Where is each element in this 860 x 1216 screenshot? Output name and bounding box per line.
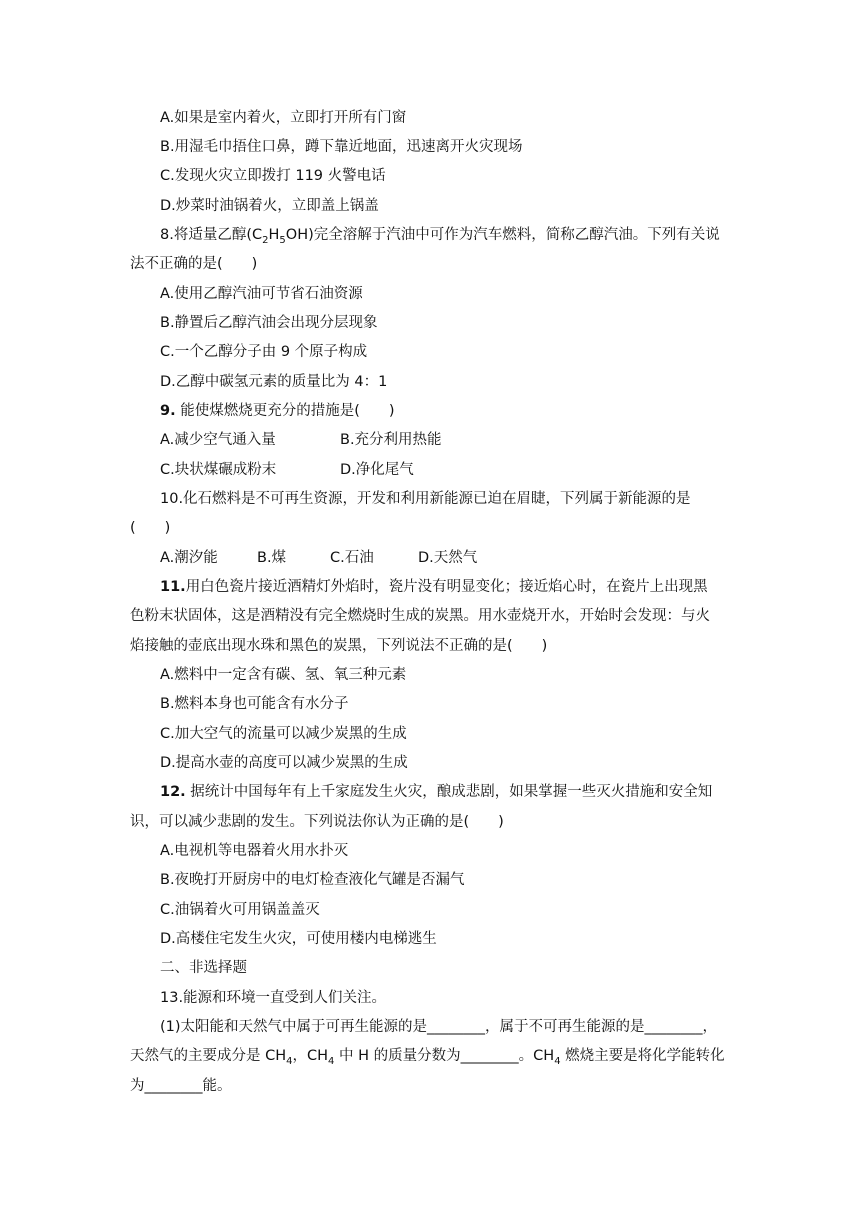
q8-stem-line2: 法不正确的是( ) — [130, 256, 258, 272]
q12-option-a: A.电视机等电器着火用水扑灭 — [160, 843, 349, 859]
q10-option-c: C.石油 — [330, 550, 374, 566]
q13-stem: 13.能源和环境一直受到人们关注。 — [160, 990, 387, 1006]
q12-option-d: D.高楼住宅发生火灾，可使用楼内电梯逃生 — [160, 931, 437, 947]
q8-option-a: A.使用乙醇汽油可节省石油资源 — [160, 286, 363, 302]
q8-stem-line1: 8.将适量乙醇$(C_2H_5OH)$完全溶解于汽油中可作为汽车燃料，简称乙醇汽油。下列有关说 — [160, 227, 720, 246]
q12-option-b: B.夜晚打开厨房中的电灯检查液化气罐是否漏气 — [160, 872, 465, 888]
q11-stem-line3: 焰接触的壶底出现水珠和黑色的炭黑，下列说法不正确的是( ) — [130, 638, 548, 654]
q13-part1-line3: 为________能。 — [130, 1078, 232, 1094]
q10-option-a: A.潮汐能 — [160, 550, 218, 566]
q11-option-a: A.燃料中一定含有碳、氢、氧三种元素 — [160, 667, 407, 683]
q8-option-c: C.一个乙醇分子由 9 个原子构成 — [160, 344, 368, 360]
q12-option-c: C.油锅着火可用锅盖盖灭 — [160, 902, 320, 918]
q7-option-a: A.如果是室内着火，立即打开所有门窗 — [160, 110, 407, 126]
q10-option-b: B.煤 — [257, 550, 287, 566]
q7-option-b: B.用湿毛巾捂住口鼻，蹲下靠近地面，迅速离开火灾现场 — [160, 139, 523, 155]
q7-option-c: C.发现火灾立即拨打 119 火警电话 — [160, 168, 386, 184]
q8-option-b: B.静置后乙醇汽油会出现分层现象 — [160, 315, 378, 331]
q12-stem-line1: 12. 据统计中国每年有上千家庭发生火灾，酿成悲剧，如果掌握一些灭火措施和安全知 — [160, 784, 713, 800]
q13-part1-line1: (1)太阳能和天然气中属于可再生能源的是________，属于不可再生能源的是________， — [160, 1019, 718, 1035]
q11-option-b: B.燃料本身也可能含有水分子 — [160, 696, 349, 712]
q11-option-d: D.提高水壶的高度可以减少炭黑的生成 — [160, 755, 408, 771]
q10-stem-line2: ( ) — [130, 520, 171, 536]
q9-option-a: A.减少空气通入量 — [160, 432, 276, 448]
q11-stem-line1: 11.用白色瓷片接近酒精灯外焰时，瓷片没有明显变化；接近焰心时，在瓷片上出现黑 — [160, 579, 708, 595]
q9-option-d: D.净化尾气 — [340, 462, 414, 478]
q10-options — [160, 548, 477, 568]
section-heading-non-choice: 二、非选择题 — [160, 960, 247, 976]
q9-stem: 9. 能使煤燃烧更充分的措施是( ) — [160, 403, 395, 419]
q12-stem-line2: 识，可以减少悲剧的发生。下列说法你认为正确的是( ) — [130, 814, 504, 830]
q11-stem-line2: 色粉末状固体，这是酒精没有完全燃烧时生成的炭黑。用水壶烧开水，开始时会发现：与火 — [130, 608, 710, 624]
q9-options-row1 — [160, 430, 442, 450]
q8-option-d: D.乙醇中碳氢元素的质量比为 4：1 — [160, 374, 388, 390]
q9-options-row2 — [160, 460, 414, 480]
q10-option-d: D.天然气 — [418, 550, 478, 566]
q11-option-c: C.加大空气的流量可以减少炭黑的生成 — [160, 726, 407, 742]
q9-option-c: C.块状煤碾成粉末 — [160, 462, 277, 478]
q9-option-b: B.充分利用热能 — [340, 432, 442, 448]
q13-part1-line2: 天然气的主要成分是 $CH_4$，$CH_4$ 中 H 的质量分数为________。$CH_4$ 燃烧主要是将化学能转化 — [130, 1048, 725, 1067]
q10-stem-line1: 10.化石燃料是不可再生资源，开发和利用新能源已迫在眉睫，下列属于新能源的是 — [160, 491, 691, 507]
q7-option-d: D.炒菜时油锅着火，立即盖上锅盖 — [160, 198, 379, 214]
